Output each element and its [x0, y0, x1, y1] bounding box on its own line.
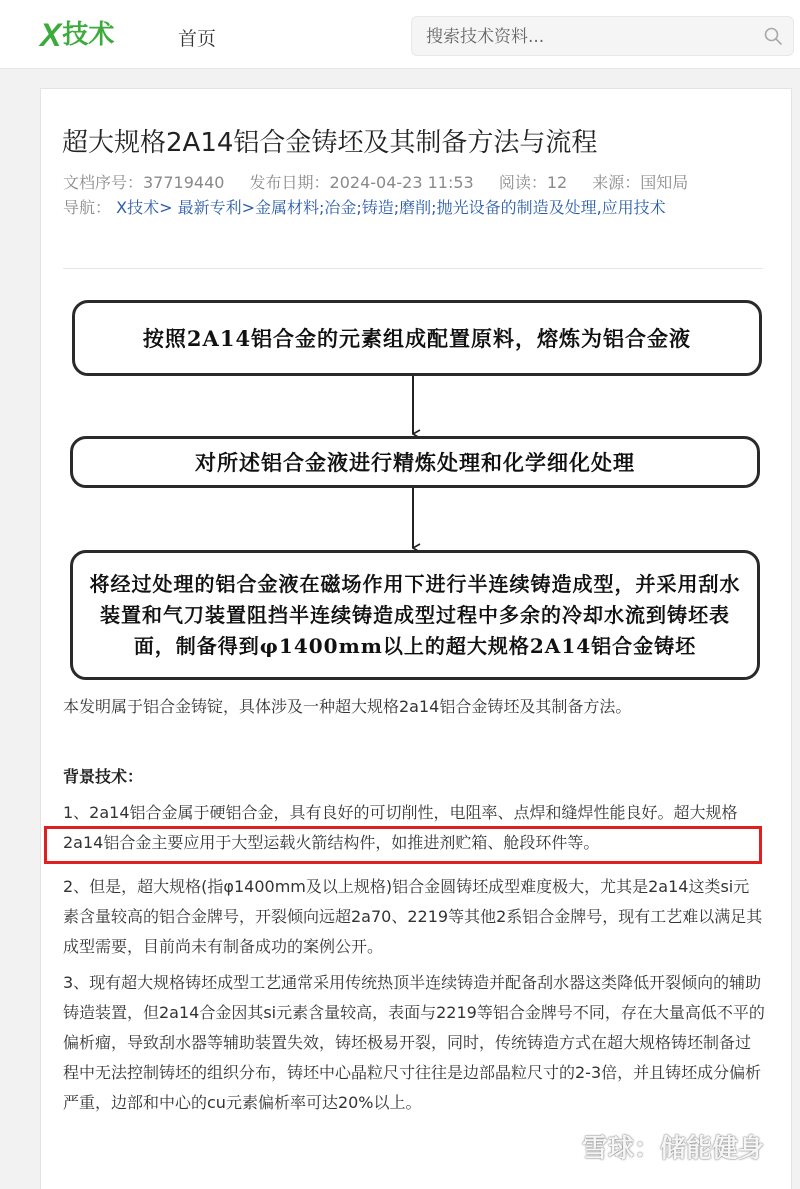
divider	[63, 268, 763, 269]
background-paragraph-2: 2、但是，超大规格(指φ1400mm及以上规格)铝合金圆铸坯成型难度极大，尤其是2a14这类si元素含量较高的铝合金牌号，开裂倾向远超2a70、2219等其他2系铝合金牌号，现有工艺难以满足其成型需要，目前尚未有制备成功的案例公开。	[63, 877, 763, 956]
process-flowchart	[66, 296, 766, 686]
background-heading: 背景技术：	[63, 767, 144, 786]
flow-step-1: 按照2A14铝合金的元素组成配置原料，熔炼为铝合金液	[72, 300, 762, 376]
logo-x-mark: X	[40, 17, 62, 53]
background-paragraph-3: 3、现有超大规格铸坯成型工艺通常采用传统热顶半连续铸造并配备刮水器这类降低开裂倾向的辅助铸造装置，但2a14合金因其si元素含量较高，表面与2219等铝合金牌号不同，存在大量高低不平的偏析瘤，导致刮水器等辅助装置失效，铸坯极易开裂，同时，传统铸造方式在超大规格铸坯制备过程中无法控制铸坯的组织分布，铸坯中心晶粒尺寸往往是边部晶粒尺寸的2-3倍，并且铸坯成分偏析严重，边部和中心的cu元素偏析率可达20%以上。	[63, 973, 765, 1112]
site-logo[interactable]	[40, 18, 114, 52]
intro-paragraph: 本发明属于铝合金铸锭，具体涉及一种超大规格2a14铝合金铸坯及其制备方法。	[63, 697, 632, 716]
search-icon[interactable]	[763, 26, 783, 46]
background-paragraph-1: 1、2a14铝合金属于硬铝合金，具有良好的可切削性，电阻率、点焊和缝焊性能良好。超大规格2a14铝合金主要应用于大型运载火箭结构件，如推进剂贮箱、舱段环件等。	[63, 803, 738, 852]
doc-number: 文档序号：37719440	[63, 173, 225, 192]
article-meta	[63, 170, 708, 193]
search-input[interactable]	[424, 17, 748, 57]
publish-date: 发布日期：2024-04-23 11:53	[249, 173, 474, 192]
breadcrumb	[63, 196, 743, 220]
highlight-box	[44, 826, 762, 864]
flow-step-3: 将经过处理的铝合金液在磁场作用下进行半连续铸造成型，并采用刮水装置和气刀装置阻挡半连续铸造成型过程中多余的冷却水流到铸坯表面，制备得到φ1400mm以上的超大规格2A14铝合金铸坯	[70, 550, 760, 680]
breadcrumb-link-category[interactable]: 金属材料;冶金;铸造;磨削;抛光设备的制造及处理,应用技术	[255, 198, 666, 217]
breadcrumb-link-latest[interactable]: 最新专利>	[177, 198, 255, 217]
logo-text: 技术	[62, 20, 115, 50]
flow-step-2: 对所述铝合金液进行精炼处理和化学细化处理	[70, 436, 760, 488]
read-count: 阅读：12	[498, 173, 568, 192]
watermark: 雪球：储能健身	[582, 1134, 765, 1164]
page-title: 超大规格2A14铝合金铸坯及其制备方法与流程	[62, 128, 598, 158]
source: 来源：国知局	[592, 173, 689, 192]
breadcrumb-label: 导航：	[63, 198, 112, 217]
top-navigation-bar	[0, 0, 800, 69]
search-box[interactable]	[411, 16, 794, 56]
nav-home-link[interactable]: 首页	[178, 28, 217, 50]
breadcrumb-link-home[interactable]: X技术>	[116, 198, 173, 217]
